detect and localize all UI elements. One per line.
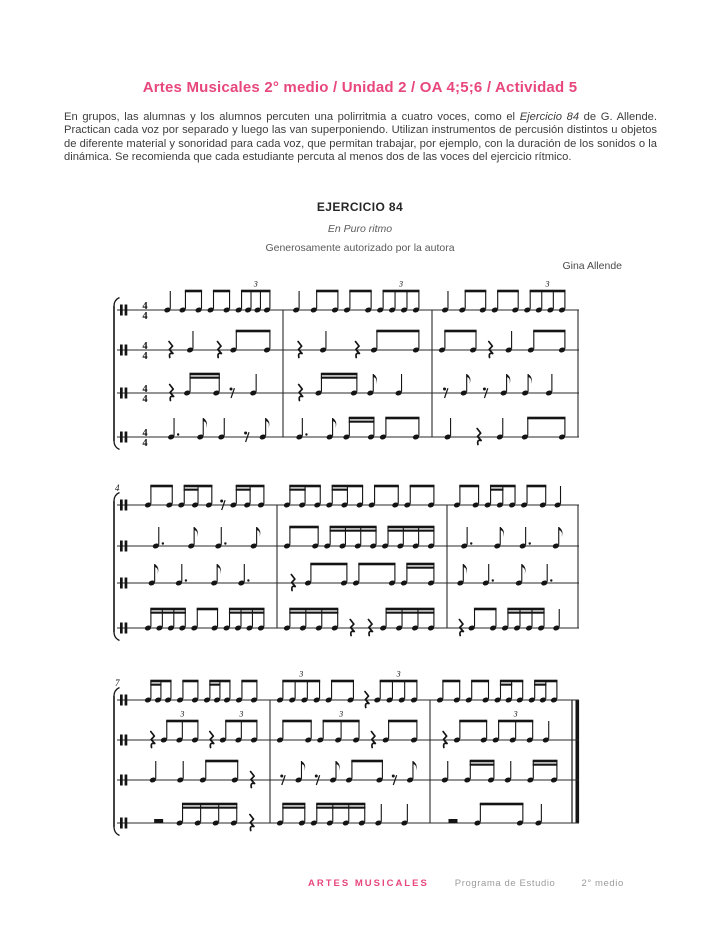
svg-text:4: 4: [142, 394, 148, 405]
svg-text:4: 4: [142, 438, 148, 449]
svg-text:4: 4: [142, 428, 148, 439]
svg-text:3: 3: [253, 279, 258, 289]
footer-grade: 2° medio: [581, 878, 624, 889]
percussion-score-system-3: [105, 666, 595, 851]
intro-text-before: En grupos, las alumnas y los alumnos percuten una polirritmia a cuatro voces, como el: [64, 111, 520, 123]
intro-italic-term: Ejercicio 84: [519, 111, 580, 123]
score-system-svg: [105, 666, 595, 846]
svg-text:3: 3: [299, 669, 304, 679]
exercise-heading: EJERCICIO 84: [316, 200, 404, 214]
page-title: Artes Musicales 2° medio / Unidad 2 / OA 4;5;6 / Actividad 5: [142, 79, 578, 96]
svg-text:4: 4: [142, 311, 148, 322]
svg-text:3: 3: [339, 709, 344, 719]
svg-text:4: 4: [142, 341, 148, 352]
svg-text:3: 3: [545, 279, 550, 289]
svg-text:3: 3: [399, 279, 404, 289]
footer-program: Programa de Estudio: [454, 878, 556, 889]
svg-text:3: 3: [239, 709, 244, 719]
svg-text:4: 4: [142, 351, 148, 362]
svg-text:4: 4: [142, 301, 148, 312]
intro-text-after: de G. Allende. Practican cada voz por separado y luego las van superponiendo. Utilizan instrumentos de percusión distintos u objetos de diferente material y sonoridad para cada voz, que permitan trabajar, por ejemplo, con la duración de los sonidos o la dinámica. Se recomienda que cada estudiante percuta al menos dos de las voces del ejercicio rítmico.: [64, 111, 658, 164]
score-system-svg: [105, 279, 595, 460]
svg-text:3: 3: [180, 709, 185, 719]
exercise-source: En Puro ritmo: [327, 223, 393, 235]
percussion-score-system-2: [105, 473, 595, 654]
exercise-permission: Generosamente autorizado por la autora: [265, 242, 455, 254]
svg-text:4: 4: [115, 483, 120, 493]
svg-text:3: 3: [513, 709, 518, 719]
score-system-svg: [105, 473, 595, 649]
intro-paragraph: [64, 111, 657, 165]
svg-text:7: 7: [115, 678, 120, 688]
page-footer: [308, 878, 624, 889]
author-credit: Gina Allende: [562, 260, 622, 272]
percussion-score-system-1: [105, 279, 595, 465]
svg-text:3: 3: [396, 669, 401, 679]
svg-text:4: 4: [142, 384, 148, 395]
footer-brand: ARTES MUSICALES: [308, 878, 429, 889]
